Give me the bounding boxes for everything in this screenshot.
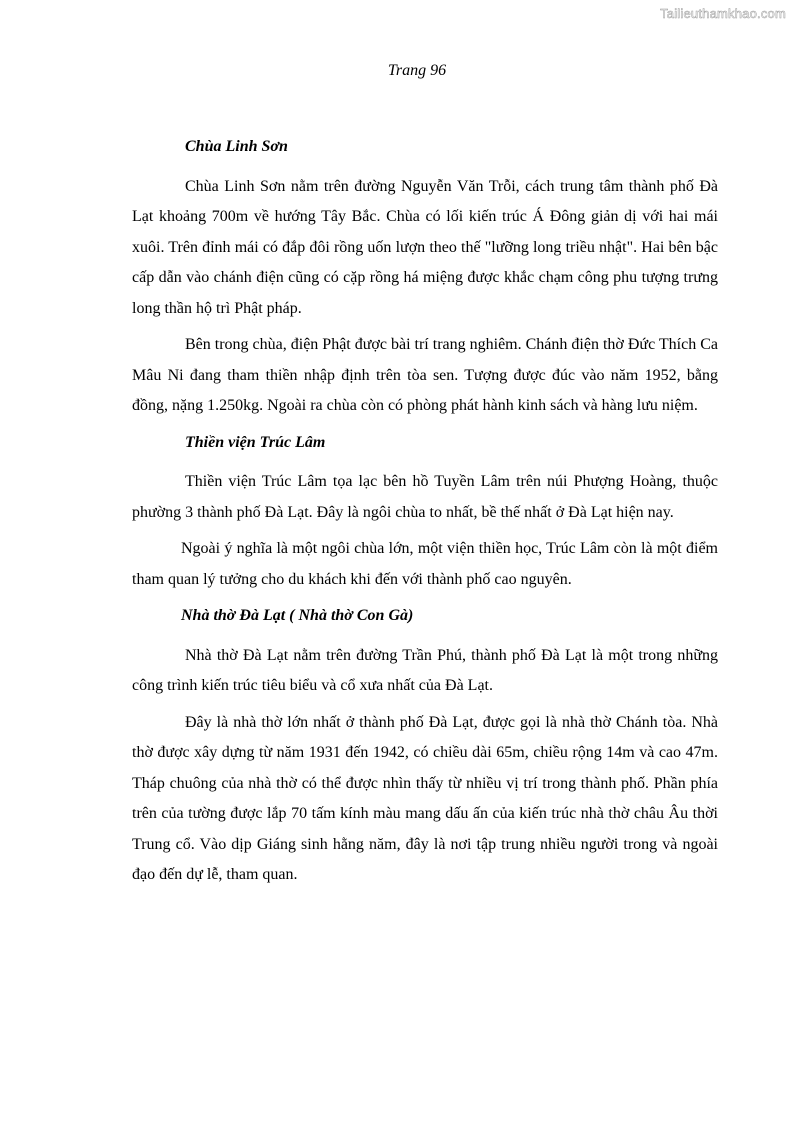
section-heading: Thiền viện Trúc Lâm bbox=[185, 433, 326, 451]
paragraph: Nhà thờ Đà Lạt nằm trên đường Trần Phú, thành phố Đà Lạt là một trong những công trình kiến trúc tiêu biểu và cổ xưa nhất của Đà Lạt. bbox=[132, 646, 718, 694]
watermark-text: Tailieuthamkhao.com bbox=[660, 6, 786, 21]
paragraph: Chùa Linh Sơn nằm trên đường Nguyễn Văn Trỗi, cách trung tâm thành phố Đà Lạt khoảng 700m về hướng Tây Bắc. Chùa có lối kiến trúc Á Đông giản dị với hai mái xuôi. Trên đỉnh mái có đắp đôi rồng uốn lượn theo thế "lưỡng long triều nhật". Hai bên bậc cấp dẫn vào chánh điện cũng có cặp rồng há miệng được khắc chạm công phu tượng trưng long thần hộ trì Phật pháp. bbox=[132, 177, 718, 317]
section-chua-linh-son bbox=[132, 132, 718, 422]
paragraph: Thiền viện Trúc Lâm tọa lạc bên hồ Tuyền Lâm trên núi Phượng Hoàng, thuộc phường 3 thành phố Đà Lạt. Đây là ngôi chùa to nhất, bề thế nhất ở Đà Lạt hiện nay. bbox=[132, 473, 718, 521]
section-heading: Chùa Linh Sơn bbox=[185, 138, 288, 155]
paragraph: Đây là nhà thờ lớn nhất ở thành phố Đà Lạt, được gọi là nhà thờ Chánh tòa. Nhà thờ được xây dựng từ năm 1931 đến 1942, có chiều dài 65m, chiều rộng 14m và cao 47m. Tháp chuông của nhà thờ có thể được nhìn thấy từ nhiều vị trí trong thành phố. Phần phía trên của tường được lắp 70 tấm kính màu mang dấu ấn của kiến trúc nhà thờ châu Âu thời Trung cổ. Vào dịp Giáng sinh hằng năm, đây là nơi tập trung nhiều người trong và ngoài đạo đến dự lễ, tham quan. bbox=[132, 713, 718, 883]
page-number: Trang 96 bbox=[387, 62, 447, 79]
paragraph: Ngoài ý nghĩa là một ngôi chùa lớn, một viện thiền học, Trúc Lâm còn là một điểm tham quan lý tưởng cho du khách khi đến với thành phố cao nguyên. bbox=[132, 540, 718, 588]
section-thien-vien-truc-lam bbox=[132, 428, 718, 596]
paragraph: Bên trong chùa, điện Phật được bài trí trang nghiêm. Chánh điện thờ Đức Thích Ca Mâu Ni đang tham thiền nhập định trên tòa sen. Tượng được đúc vào năm 1952, bằng đồng, nặng 1.250kg. Ngoài ra chùa còn có phòng phát hành kinh sách và hàng lưu niệm. bbox=[132, 336, 718, 414]
section-heading: Nhà thờ Đà Lạt ( Nhà thờ Con Gà) bbox=[181, 607, 414, 624]
section-nha-tho-da-lat bbox=[132, 601, 718, 891]
document-body bbox=[132, 132, 718, 897]
